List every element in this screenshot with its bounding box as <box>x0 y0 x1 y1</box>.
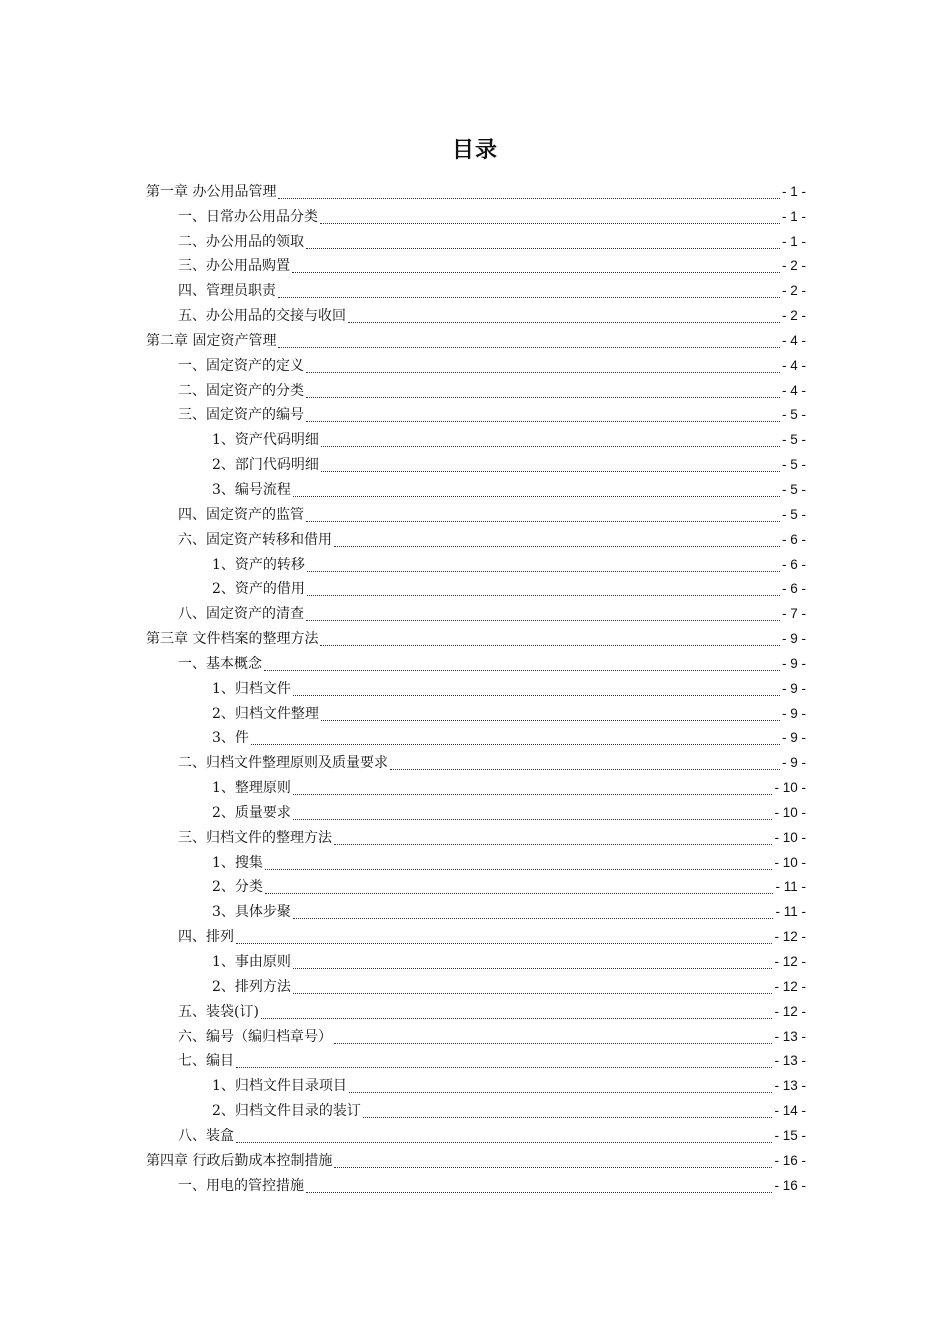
toc-dot-leader <box>307 580 780 600</box>
toc-section-entry[interactable] <box>146 526 806 551</box>
toc-entry-label: 二、办公用品的领取 <box>178 233 304 250</box>
toc-subsection-entry[interactable] <box>146 1097 806 1122</box>
toc-section-entry[interactable] <box>146 501 806 526</box>
toc-page-number: - 5 - <box>781 432 806 448</box>
toc-chapter-entry[interactable] <box>146 1147 806 1172</box>
toc-dot-leader <box>236 1052 772 1072</box>
toc-page-number: - 9 - <box>781 705 806 721</box>
toc-entry-label: 一、固定资产的定义 <box>178 357 304 374</box>
toc-page-number: - 13 - <box>774 1028 806 1044</box>
toc-page-number: - 1 - <box>781 233 806 249</box>
toc-page-number: - 16 - <box>774 1152 806 1168</box>
toc-section-entry[interactable] <box>146 277 806 302</box>
toc-page-number: - 9 - <box>781 631 806 647</box>
toc-subsection-entry[interactable] <box>146 948 806 973</box>
toc-dot-leader <box>334 829 772 849</box>
toc-entry-label: 2、归档文件整理 <box>212 705 319 722</box>
toc-entry-label: 五、办公用品的交接与收回 <box>178 308 346 325</box>
toc-dot-leader <box>265 854 773 874</box>
toc-page-number: - 10 - <box>774 780 806 796</box>
toc-entry-label: 二、固定资产的分类 <box>178 382 304 399</box>
toc-subsection-entry[interactable] <box>146 849 806 874</box>
toc-dot-leader <box>306 233 780 253</box>
toc-entry-label: 1、整理原则 <box>212 780 291 797</box>
toc-chapter-entry[interactable] <box>146 625 806 650</box>
toc-chapter-entry[interactable] <box>146 178 806 203</box>
toc-page-number: - 5 - <box>781 506 806 522</box>
toc-section-entry[interactable] <box>146 600 806 625</box>
toc-entry-label: 八、固定资产的清查 <box>178 606 304 623</box>
toc-page-number: - 14 - <box>774 1103 806 1119</box>
toc-section-entry[interactable] <box>146 302 806 327</box>
toc-page-number: - 4 - <box>781 332 806 348</box>
toc-subsection-entry[interactable] <box>146 576 806 601</box>
toc-dot-leader <box>278 282 780 302</box>
toc-dot-leader <box>293 804 773 824</box>
toc-entry-label: 六、编号（编归档章号） <box>178 1028 332 1045</box>
toc-dot-leader <box>236 928 772 948</box>
toc-entry-label: 1、搜集 <box>212 854 263 871</box>
toc-entry-label: 1、资产代码明细 <box>212 432 319 449</box>
toc-page-number: - 4 - <box>781 382 806 398</box>
toc-entry-label: 1、归档文件 <box>212 680 291 697</box>
toc-dot-leader <box>320 630 780 650</box>
toc-entry-label: 三、办公用品购置 <box>178 258 290 275</box>
toc-page-number: - 9 - <box>781 680 806 696</box>
toc-dot-leader <box>265 878 774 898</box>
toc-chapter-entry[interactable] <box>146 327 806 352</box>
toc-page-number: - 4 - <box>781 357 806 373</box>
toc-entry-label: 3、具体步聚 <box>212 904 291 921</box>
toc-dot-leader <box>292 257 780 277</box>
toc-subsection-entry[interactable] <box>146 675 806 700</box>
toc-dot-leader <box>321 456 780 476</box>
toc-page-number: - 5 - <box>781 457 806 473</box>
toc-entry-label: 1、归档文件目录项目 <box>212 1078 347 1095</box>
toc-dot-leader <box>307 556 780 576</box>
toc-section-entry[interactable] <box>146 998 806 1023</box>
toc-section-entry[interactable] <box>146 402 806 427</box>
toc-page-number: - 2 - <box>781 308 806 324</box>
toc-subsection-entry[interactable] <box>146 476 806 501</box>
toc-page-number: - 11 - <box>775 879 806 895</box>
toc-dot-leader <box>321 705 780 725</box>
toc-entry-label: 第四章 行政后勤成本控制措施 <box>146 1152 333 1169</box>
toc-dot-leader <box>306 1177 772 1197</box>
toc-entry-label: 七、编目 <box>178 1053 234 1070</box>
toc-page-number: - 2 - <box>781 283 806 299</box>
toc-entry-label: 2、部门代码明细 <box>212 457 319 474</box>
toc-subsection-entry[interactable] <box>146 1072 806 1097</box>
toc-entry-label: 第三章 文件档案的整理方法 <box>146 631 319 648</box>
toc-entry-label: 2、质量要求 <box>212 804 291 821</box>
toc-dot-leader <box>236 1127 772 1147</box>
toc-dot-leader <box>334 1152 772 1172</box>
toc-dot-leader <box>348 307 780 327</box>
toc-entry-label: 2、资产的借用 <box>212 581 305 598</box>
toc-dot-leader <box>321 431 780 451</box>
toc-section-entry[interactable] <box>146 1023 806 1048</box>
toc-entry-label: 八、装盒 <box>178 1127 234 1144</box>
toc-subsection-entry[interactable] <box>146 898 806 923</box>
toc-section-entry[interactable] <box>146 824 806 849</box>
toc-dot-leader <box>306 406 780 426</box>
toc-section-entry[interactable] <box>146 1122 806 1147</box>
toc-entry-label: 六、固定资产转移和借用 <box>178 531 332 548</box>
toc-page-number: - 12 - <box>774 929 806 945</box>
toc-section-entry[interactable] <box>146 1048 806 1073</box>
toc-entry-label: 3、件 <box>212 730 249 747</box>
toc-entry-label: 第一章 办公用品管理 <box>146 183 277 200</box>
table-of-contents <box>146 178 806 1197</box>
toc-dot-leader <box>278 332 780 352</box>
toc-entry-label: 第二章 固定资产管理 <box>146 332 277 349</box>
toc-page-number: - 5 - <box>781 481 806 497</box>
toc-subsection-entry[interactable] <box>146 700 806 725</box>
toc-entry-label: 1、资产的转移 <box>212 556 305 573</box>
toc-entry-label: 四、排列 <box>178 929 234 946</box>
toc-section-entry[interactable] <box>146 749 806 774</box>
toc-dot-leader <box>390 754 780 774</box>
toc-page-number: - 9 - <box>781 655 806 671</box>
toc-dot-leader <box>334 1028 772 1048</box>
toc-page-number: - 16 - <box>774 1177 806 1193</box>
toc-page-number: - 5 - <box>781 407 806 423</box>
toc-dot-leader <box>306 605 780 625</box>
toc-page-number: - 10 - <box>774 804 806 820</box>
toc-dot-leader <box>306 506 780 526</box>
toc-section-entry[interactable] <box>146 203 806 228</box>
toc-dot-leader <box>293 978 773 998</box>
toc-page-number: - 15 - <box>774 1127 806 1143</box>
toc-entry-label: 2、归档文件目录的装订 <box>212 1103 361 1120</box>
toc-entry-label: 一、用电的管控措施 <box>178 1177 304 1194</box>
toc-dot-leader <box>306 382 780 402</box>
toc-dot-leader <box>261 1003 773 1023</box>
toc-dot-leader <box>293 481 780 501</box>
toc-page-number: - 2 - <box>781 258 806 274</box>
toc-entry-label: 五、装袋(订) <box>178 1003 259 1020</box>
toc-subsection-entry[interactable] <box>146 426 806 451</box>
toc-page-number: - 12 - <box>774 978 806 994</box>
toc-page-number: - 6 - <box>781 531 806 547</box>
toc-dot-leader <box>349 1077 773 1097</box>
toc-page-number: - 7 - <box>781 606 806 622</box>
toc-entry-label: 2、分类 <box>212 879 263 896</box>
toc-section-entry[interactable] <box>146 1172 806 1197</box>
toc-subsection-entry[interactable] <box>146 725 806 750</box>
toc-dot-leader <box>306 357 780 377</box>
toc-section-entry[interactable] <box>146 253 806 278</box>
toc-page-number: - 13 - <box>774 1078 806 1094</box>
toc-dot-leader <box>251 729 780 749</box>
toc-page-number: - 10 - <box>774 854 806 870</box>
toc-dot-leader <box>293 680 780 700</box>
toc-subsection-entry[interactable] <box>146 451 806 476</box>
toc-subsection-entry[interactable] <box>146 973 806 998</box>
toc-page-number: - 6 - <box>781 581 806 597</box>
toc-page-number: - 12 - <box>774 1003 806 1019</box>
toc-subsection-entry[interactable] <box>146 799 806 824</box>
toc-page-number: - 13 - <box>774 1053 806 1069</box>
toc-dot-leader <box>320 208 780 228</box>
toc-dot-leader <box>363 1102 773 1122</box>
toc-page-number: - 6 - <box>781 556 806 572</box>
toc-section-entry[interactable] <box>146 377 806 402</box>
toc-section-entry[interactable] <box>146 650 806 675</box>
toc-entry-label: 三、固定资产的编号 <box>178 407 304 424</box>
toc-page-number: - 10 - <box>774 829 806 845</box>
toc-subsection-entry[interactable] <box>146 774 806 799</box>
toc-page-number: - 12 - <box>774 954 806 969</box>
toc-dot-leader <box>278 183 780 203</box>
toc-dot-leader <box>264 655 780 675</box>
toc-dot-leader <box>293 779 773 799</box>
toc-subsection-entry[interactable] <box>146 551 806 576</box>
toc-subsection-entry[interactable] <box>146 874 806 899</box>
toc-entry-label: 1、事由原则 <box>212 954 291 970</box>
toc-page-number: - 11 - <box>775 904 806 920</box>
toc-entry-label: 3、编号流程 <box>212 481 291 498</box>
toc-title: 目录 <box>451 138 498 163</box>
toc-section-entry[interactable] <box>146 923 806 948</box>
toc-dot-leader <box>293 953 773 973</box>
toc-page-number: - 9 - <box>781 755 806 771</box>
toc-dot-leader <box>293 903 774 923</box>
toc-entry-label: 四、管理员职责 <box>178 283 276 300</box>
toc-section-entry[interactable] <box>146 352 806 377</box>
toc-entry-label: 四、固定资产的监管 <box>178 506 304 523</box>
toc-entry-label: 一、日常办公用品分类 <box>178 208 318 225</box>
toc-dot-leader <box>334 531 780 551</box>
toc-page-number: - 9 - <box>781 730 806 746</box>
toc-page-number: - 1 - <box>781 183 806 199</box>
toc-section-entry[interactable] <box>146 228 806 253</box>
toc-entry-label: 一、基本概念 <box>178 655 262 672</box>
toc-entry-label: 三、归档文件的整理方法 <box>178 829 332 846</box>
toc-entry-label: 2、排列方法 <box>212 978 291 995</box>
toc-page-number: - 1 - <box>781 208 806 224</box>
toc-entry-label: 二、归档文件整理原则及质量要求 <box>178 755 388 772</box>
